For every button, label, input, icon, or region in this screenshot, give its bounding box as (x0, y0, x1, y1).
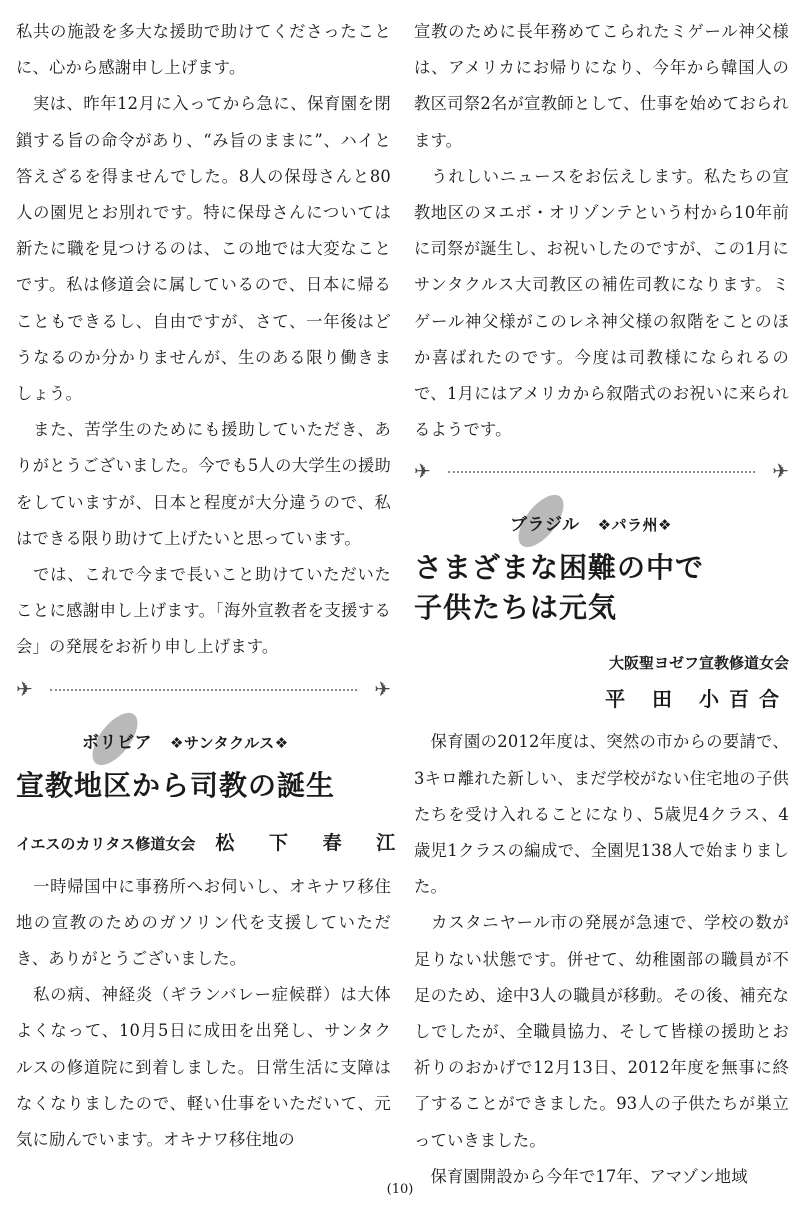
author-organization: イエスのカリタス修道女会 (16, 834, 196, 853)
paragraph: では、これで今まで長いこと助けていただいたことに感謝申し上げます。「海外宣教者を支援する会」の発展をお祈り申し上げます。 (16, 565, 391, 657)
paragraph: 保育園の2012年度は、突然の市からの要請で、3キロ離れた新しい、まだ学校がない住宅地の子供たちを受け入れることになり、5歳児4クラス、4歳児1クラスの編成で、全園児138人で始まりました。 (414, 732, 789, 897)
dotted-line (448, 471, 755, 473)
title-line-2: 子供たちは元気 (414, 591, 618, 625)
paragraph: カスタニヤール市の発展が急速で、学校の数が足りない状態です。併せて、幼稚園部の職員が不足のため、途中3人の職員が移動。その後、補充なしでしたが、全職員協力、そして皆様の援助とお祈りのおかげで12月13日、2012年度を無事に終了することができました。93人の子供たちが巣立っていきました。 (414, 913, 789, 1150)
paragraph: 私の病、神経炎（ギランバレー症候群）は大体よくなって、10月5日に成田を出発し、サンタクルスの修道院に到着しました。日常生活に支障はなくなりましたので、軽い仕事をいただいて、元気に励んでいます。オキナワ移住地の (16, 985, 391, 1150)
airplane-icon: ✈ (374, 676, 391, 701)
airplane-icon: ✈ (772, 459, 789, 484)
left-column (16, 14, 410, 1158)
right-column (414, 14, 789, 1195)
dotted-line (50, 689, 357, 691)
region-city: ❖パラ州❖ (597, 516, 672, 535)
region-heading (414, 498, 789, 546)
region-city: ❖サンタクルス❖ (170, 733, 289, 752)
author-name: 平 田 小百合 (605, 687, 789, 712)
author-organization: 大阪聖ヨゼフ宣教修道女会 (608, 654, 789, 673)
author-name: 松 下 春 江 (215, 831, 410, 854)
paragraph: また、苦学生のためにも援助していただき、ありがとうございました。今でも5人の大学生の援助をしていますが、日本と程度が大分違うので、私はできる限り助けて上げたいと思っています。 (16, 420, 391, 548)
airplane-icon: ✈ (414, 459, 431, 484)
paragraph: 宣教のために長年務めてこられたミゲール神父様は、アメリカにお帰りになり、今年から韓国人の教区司祭2名が宣教師として、仕事を始めておられます。 (414, 22, 789, 150)
region-country: ブラジル (510, 515, 580, 536)
region-heading (16, 716, 391, 764)
paragraph: 一時帰国中に事務所へお伺いし、オキナワ移住地の宣教のためのガソリン代を支援していただき、ありがとうございました。 (16, 876, 391, 969)
page-number: (10) (386, 1182, 414, 1197)
paragraph: うれしいニュースをお伝えします。私たちの宣教地区のヌエボ・オリゾンテという村から10年前に司祭が誕生し、お祝いしたのですが、この1月にサンタクルス大司教区の補佐司教になります。ミゲール神父様がこのレネ神父様の叙階をことのほか喜ばれたのです。今度は司教様になられるので、1月にはアメリカから叙階式のお祝いに来られるようです。 (414, 166, 789, 440)
author-line (16, 828, 410, 855)
paragraph: 私共の施設を多大な援助で助けてくださったことに、心から感謝申し上げます。 (16, 22, 391, 78)
title-line-1: さまざまな困難の中で (414, 551, 705, 585)
paragraph: 保育園開設から今年で17年、アマゾン地域 (414, 1166, 748, 1186)
article-title: 宣教地区から司教の誕生 (16, 768, 336, 802)
article-title (414, 548, 789, 628)
region-country: ボリビア (82, 732, 152, 753)
airplane-icon: ✈ (16, 676, 33, 701)
paragraph: 実は、昨年12月に入ってから急に、保育園を閉鎖する旨の命令があり、“み旨のままに”、ハイと答えざるを得ませんでした。8人の保母さんと80人の園児とお別れです。特に保母さんについては新たに職を見つけるのは、この地では大変なことです。私は修道会に属しているので、日本に帰ることもできるし、自由ですが、さて、一年後はどうなるのか分かりませんが、生のある限り働きましょう。 (16, 94, 391, 404)
section-divider (16, 674, 391, 710)
section-divider (414, 456, 789, 492)
